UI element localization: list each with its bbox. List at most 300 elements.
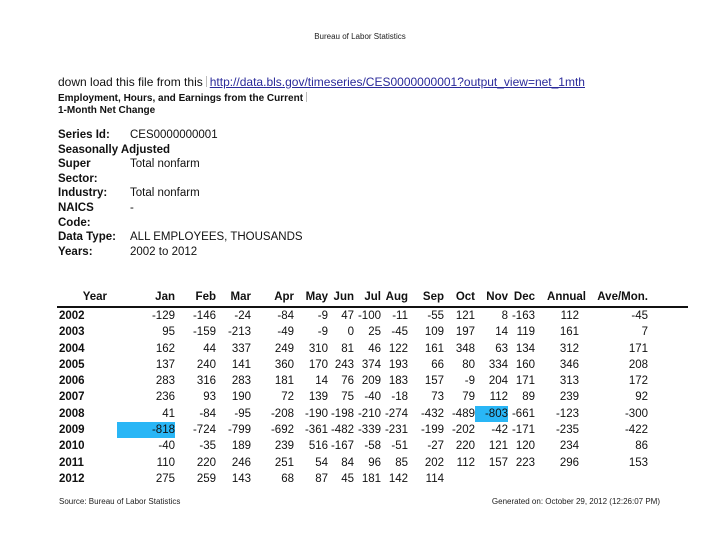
- value-text: 0: [347, 326, 354, 339]
- value-cell: [475, 389, 508, 405]
- value-cell: [251, 308, 294, 324]
- value-text: 172: [628, 375, 648, 388]
- value-cell: [354, 406, 381, 422]
- value-cell: [381, 324, 408, 340]
- value-text: 259: [196, 472, 216, 485]
- value-text: 374: [361, 358, 381, 371]
- table-row: [57, 471, 688, 487]
- value-text: 316: [196, 375, 216, 388]
- year-cell: 2003: [59, 326, 85, 339]
- value-text: 220: [196, 456, 216, 469]
- year-cell: 2004: [59, 342, 85, 355]
- value-cell: [408, 471, 444, 487]
- value-cell: [508, 471, 535, 487]
- value-cell: [354, 422, 381, 438]
- value-text: -167: [330, 440, 354, 453]
- download-prefix: down load this file from this: [58, 75, 203, 89]
- value-text: 119: [516, 326, 535, 339]
- value-cell: [251, 438, 294, 454]
- column-header-jun: Jun: [333, 291, 354, 303]
- column-header-avemon: Ave/Mon.: [597, 291, 648, 303]
- value-cell: [354, 373, 381, 389]
- value-text: 81: [341, 342, 354, 355]
- value-text: 157: [488, 456, 508, 469]
- value-text: 312: [559, 342, 579, 355]
- value-text: 109: [424, 326, 444, 339]
- adjustment-label: Seasonally Adjusted: [58, 143, 171, 156]
- value-cell: [117, 324, 175, 340]
- value-text: -84: [277, 310, 294, 322]
- value-text: -171: [511, 424, 535, 437]
- value-text: -231: [384, 424, 408, 437]
- value-text: -42: [491, 424, 508, 437]
- year-cell: 2002: [59, 310, 85, 322]
- value-text: -9: [317, 326, 328, 339]
- value-cell: [586, 438, 648, 454]
- value-cell: [294, 422, 328, 438]
- value-cell: [408, 422, 444, 438]
- value-text: 171: [515, 375, 535, 388]
- value-text: -724: [192, 424, 216, 437]
- value-text: 283: [231, 375, 251, 388]
- value-text: -45: [631, 310, 648, 322]
- column-header-mar: Mar: [230, 291, 251, 303]
- value-cell: [216, 455, 251, 471]
- value-cell: [586, 422, 648, 438]
- value-cell: [175, 438, 216, 454]
- value-text: 313: [559, 375, 579, 388]
- value-cell: [381, 341, 408, 357]
- value-text: -489: [451, 407, 475, 420]
- value-cell: [408, 389, 444, 405]
- value-cell: [381, 471, 408, 487]
- value-cell: [408, 406, 444, 422]
- value-text: -51: [391, 440, 408, 453]
- value-cell: [381, 438, 408, 454]
- year-cell: 2008: [59, 407, 85, 420]
- value-text: 79: [462, 391, 475, 404]
- column-header-jan: Jan: [155, 291, 175, 303]
- value-cell: [117, 357, 175, 373]
- value-cell: [586, 324, 648, 340]
- value-cell: [216, 324, 251, 340]
- value-cell: [508, 389, 535, 405]
- value-cell: [328, 373, 354, 389]
- value-cell: [175, 324, 216, 340]
- column-header-aug: Aug: [385, 291, 408, 303]
- value-text: 334: [488, 358, 508, 371]
- value-text: 141: [231, 358, 251, 371]
- value-text: -339: [357, 424, 381, 437]
- value-cell: [294, 389, 328, 405]
- cell-divider: [306, 92, 307, 102]
- value-cell: [508, 406, 535, 422]
- value-text: -692: [270, 424, 294, 437]
- value-text: -40: [364, 391, 381, 404]
- value-text: 204: [488, 375, 508, 388]
- value-cell: [354, 357, 381, 373]
- value-cell: [175, 308, 216, 324]
- value-cell: [175, 422, 216, 438]
- value-cell: [381, 406, 408, 422]
- value-cell: [294, 438, 328, 454]
- value-cell: [475, 357, 508, 373]
- value-text: 112: [489, 391, 508, 404]
- selected-cell[interactable]: [117, 422, 175, 438]
- value-cell: [294, 357, 328, 373]
- value-text: 202: [424, 456, 444, 469]
- value-text: 63: [495, 342, 508, 355]
- value-text: 236: [155, 391, 175, 404]
- value-text: 14: [315, 375, 328, 388]
- value-cell: [354, 341, 381, 357]
- value-cell: [328, 438, 354, 454]
- column-header-jul: Jul: [364, 291, 381, 303]
- net-change-table: [57, 291, 688, 487]
- value-text: -129: [151, 310, 175, 322]
- value-cell: [508, 308, 535, 324]
- value-text: 14: [495, 326, 508, 339]
- value-text: 44: [203, 342, 216, 355]
- value-text: -198: [330, 407, 354, 420]
- value-text: 249: [274, 342, 294, 355]
- value-text: 208: [628, 358, 648, 371]
- value-cell: [586, 406, 648, 422]
- value-cell: [251, 471, 294, 487]
- value-cell: [117, 406, 175, 422]
- value-text: -818: [151, 424, 175, 437]
- value-cell: [251, 406, 294, 422]
- value-text: 25: [368, 326, 381, 339]
- value-cell: [175, 389, 216, 405]
- value-cell: [251, 324, 294, 340]
- value-cell: [586, 357, 648, 373]
- value-text: -95: [234, 407, 251, 420]
- value-text: -45: [391, 326, 408, 339]
- industry-value: Total nonfarm: [130, 187, 200, 200]
- value-cell: [408, 357, 444, 373]
- value-text: 80: [462, 358, 475, 371]
- value-cell: [508, 438, 535, 454]
- value-cell: [328, 357, 354, 373]
- value-cell: [251, 389, 294, 405]
- value-cell: [408, 455, 444, 471]
- table-row: [57, 438, 688, 454]
- value-text: -422: [624, 424, 648, 437]
- value-cell: [328, 324, 354, 340]
- value-cell: [586, 471, 648, 487]
- table-row: [57, 357, 688, 373]
- value-text: 239: [274, 440, 294, 453]
- value-text: 114: [425, 472, 444, 485]
- value-text: -432: [420, 407, 444, 420]
- column-header-apr: Apr: [274, 291, 294, 303]
- series-id-label: Series Id:: [58, 129, 110, 141]
- value-text: -159: [192, 326, 216, 339]
- value-text: 251: [274, 456, 294, 469]
- value-text: 139: [308, 391, 328, 404]
- value-text: -202: [451, 424, 475, 437]
- value-text: 47: [341, 310, 354, 322]
- value-text: -199: [420, 424, 444, 437]
- value-cell: [294, 471, 328, 487]
- value-cell: [294, 373, 328, 389]
- value-text: 161: [559, 326, 579, 339]
- value-cell: [381, 422, 408, 438]
- value-cell: [535, 357, 586, 373]
- value-cell: [328, 406, 354, 422]
- value-cell: [444, 438, 475, 454]
- value-text: 54: [315, 456, 328, 469]
- value-cell: [381, 373, 408, 389]
- value-text: 170: [308, 358, 328, 371]
- value-text: 189: [231, 440, 251, 453]
- table-row: [57, 389, 688, 405]
- table-row: [57, 406, 688, 422]
- value-text: -482: [330, 424, 354, 437]
- value-text: 45: [341, 472, 354, 485]
- year-cell: 2007: [59, 391, 85, 404]
- super-sector-label-cont: Sector:: [58, 172, 98, 185]
- value-cell: [535, 324, 586, 340]
- value-text: -123: [555, 407, 579, 420]
- value-text: -803: [484, 407, 508, 420]
- value-cell: [508, 455, 535, 471]
- value-text: -300: [624, 407, 648, 420]
- table-header-row: [57, 291, 688, 308]
- value-text: -208: [270, 407, 294, 420]
- value-text: 112: [456, 456, 475, 469]
- value-cell: [381, 389, 408, 405]
- value-cell: [117, 373, 175, 389]
- value-text: 160: [515, 358, 535, 371]
- value-cell: [508, 324, 535, 340]
- value-cell: [117, 455, 175, 471]
- value-text: 346: [559, 358, 579, 371]
- value-text: 223: [515, 456, 535, 469]
- value-cell: [535, 341, 586, 357]
- value-cell: [117, 471, 175, 487]
- value-cell: [475, 438, 508, 454]
- value-text: 181: [274, 375, 294, 388]
- value-text: 337: [231, 342, 251, 355]
- value-text: 68: [281, 472, 294, 485]
- industry-label: Industry:: [58, 187, 108, 200]
- value-text: 89: [522, 391, 535, 404]
- value-cell: [175, 471, 216, 487]
- value-text: 110: [156, 456, 175, 469]
- value-cell: [251, 373, 294, 389]
- value-cell: [408, 373, 444, 389]
- value-cell: [354, 471, 381, 487]
- survey-title: [58, 92, 307, 104]
- value-text: 190: [231, 391, 251, 404]
- value-text: 157: [424, 375, 444, 388]
- value-cell: [294, 406, 328, 422]
- value-cell: [535, 373, 586, 389]
- value-cell: [475, 455, 508, 471]
- value-text: 96: [368, 456, 381, 469]
- value-cell: [444, 341, 475, 357]
- value-text: 161: [424, 342, 444, 355]
- value-text: 134: [515, 342, 535, 355]
- value-text: 197: [455, 326, 475, 339]
- value-text: 516: [308, 440, 328, 453]
- value-cell: [408, 341, 444, 357]
- data-type-label: Data Type:: [58, 231, 116, 244]
- value-text: 86: [635, 440, 648, 453]
- value-cell: [586, 455, 648, 471]
- value-cell: [475, 422, 508, 438]
- value-cell: [354, 389, 381, 405]
- column-header-nov: Nov: [486, 291, 508, 303]
- value-text: -210: [357, 407, 381, 420]
- measure-title: 1-Month Net Change: [58, 105, 156, 116]
- value-cell: [175, 357, 216, 373]
- table-row: [57, 373, 688, 389]
- value-cell: [508, 373, 535, 389]
- value-cell: [381, 357, 408, 373]
- value-text: -163: [511, 310, 535, 322]
- value-cell: [381, 308, 408, 324]
- table-row: [57, 324, 688, 340]
- value-text: 92: [635, 391, 648, 404]
- years-value: 2002 to 2012: [130, 245, 198, 258]
- value-text: 122: [388, 342, 408, 355]
- naics-value: -: [130, 201, 134, 214]
- value-cell: [117, 438, 175, 454]
- selected-cell[interactable]: [475, 406, 508, 422]
- naics-label-cont: Code:: [58, 216, 91, 229]
- value-text: 348: [455, 342, 475, 355]
- value-text: 234: [559, 440, 579, 453]
- value-text: -11: [392, 310, 408, 322]
- value-cell: [216, 389, 251, 405]
- table-row: [57, 455, 688, 471]
- column-header-may: May: [305, 291, 328, 303]
- value-cell: [251, 422, 294, 438]
- data-type-value: ALL EMPLOYEES, THOUSANDS: [130, 231, 303, 244]
- value-cell: [444, 471, 475, 487]
- value-cell: [216, 471, 251, 487]
- value-text: 143: [231, 472, 251, 485]
- value-text: 360: [274, 358, 294, 371]
- value-text: 87: [315, 472, 328, 485]
- value-cell: [328, 422, 354, 438]
- value-text: -361: [304, 424, 328, 437]
- year-cell: 2006: [59, 375, 85, 388]
- super-sector-value: Total nonfarm: [130, 158, 200, 171]
- value-cell: [535, 422, 586, 438]
- value-text: -213: [227, 326, 251, 339]
- value-cell: [408, 438, 444, 454]
- value-cell: [354, 324, 381, 340]
- year-cell: 2012: [59, 472, 85, 485]
- value-text: 162: [155, 342, 175, 355]
- value-text: 243: [334, 358, 354, 371]
- value-text: -146: [192, 310, 216, 322]
- value-text: 239: [559, 391, 579, 404]
- value-cell: [535, 471, 586, 487]
- series-link[interactable]: http://data.bls.gov/timeseries/CES0000000001?output_view=net_1mth: [209, 75, 585, 89]
- value-text: 66: [431, 358, 444, 371]
- series-id-value: CES0000000001: [130, 129, 218, 141]
- value-text: -661: [511, 407, 535, 420]
- value-cell: [535, 308, 586, 324]
- column-header-annual: Annual: [547, 291, 586, 303]
- value-cell: [216, 308, 251, 324]
- value-cell: [175, 373, 216, 389]
- value-text: 8: [501, 310, 508, 322]
- value-cell: [475, 324, 508, 340]
- value-cell: [475, 373, 508, 389]
- value-cell: [508, 341, 535, 357]
- value-text: 275: [155, 472, 175, 485]
- value-cell: [354, 308, 381, 324]
- table-body: [57, 308, 688, 487]
- value-cell: [294, 308, 328, 324]
- value-cell: [444, 422, 475, 438]
- value-cell: [354, 438, 381, 454]
- column-header-year: Year: [82, 291, 107, 303]
- value-text: 93: [203, 391, 216, 404]
- value-cell: [535, 455, 586, 471]
- series-metadata: [58, 128, 303, 259]
- value-text: 183: [388, 375, 408, 388]
- value-text: -799: [227, 424, 251, 437]
- cell-divider: [206, 76, 207, 87]
- value-text: 72: [281, 391, 294, 404]
- value-text: 137: [155, 358, 175, 371]
- value-cell: [216, 406, 251, 422]
- value-text: 209: [361, 375, 381, 388]
- value-text: 46: [368, 342, 381, 355]
- value-text: 85: [395, 456, 408, 469]
- source-note: Source: Bureau of Labor Statistics: [59, 497, 181, 506]
- value-text: 246: [231, 456, 251, 469]
- value-cell: [117, 389, 175, 405]
- value-cell: [294, 324, 328, 340]
- value-cell: [251, 455, 294, 471]
- value-cell: [444, 406, 475, 422]
- value-cell: [175, 406, 216, 422]
- value-cell: [328, 455, 354, 471]
- value-text: 41: [162, 407, 175, 420]
- value-text: -84: [199, 407, 216, 420]
- value-text: 220: [455, 440, 475, 453]
- download-line: [58, 75, 585, 89]
- value-cell: [294, 455, 328, 471]
- value-text: 153: [628, 456, 648, 469]
- value-text: 121: [488, 440, 508, 453]
- value-text: -27: [427, 440, 444, 453]
- column-header-sep: Sep: [422, 291, 444, 303]
- value-cell: [216, 438, 251, 454]
- value-cell: [508, 357, 535, 373]
- value-cell: [216, 373, 251, 389]
- table-row: [57, 422, 688, 438]
- table-row: [57, 341, 688, 357]
- value-text: 73: [431, 391, 444, 404]
- value-cell: [586, 308, 648, 324]
- value-text: -9: [317, 310, 328, 322]
- value-cell: [354, 455, 381, 471]
- value-cell: [444, 357, 475, 373]
- value-cell: [175, 455, 216, 471]
- value-cell: [117, 341, 175, 357]
- value-cell: [328, 308, 354, 324]
- value-text: -100: [357, 310, 381, 322]
